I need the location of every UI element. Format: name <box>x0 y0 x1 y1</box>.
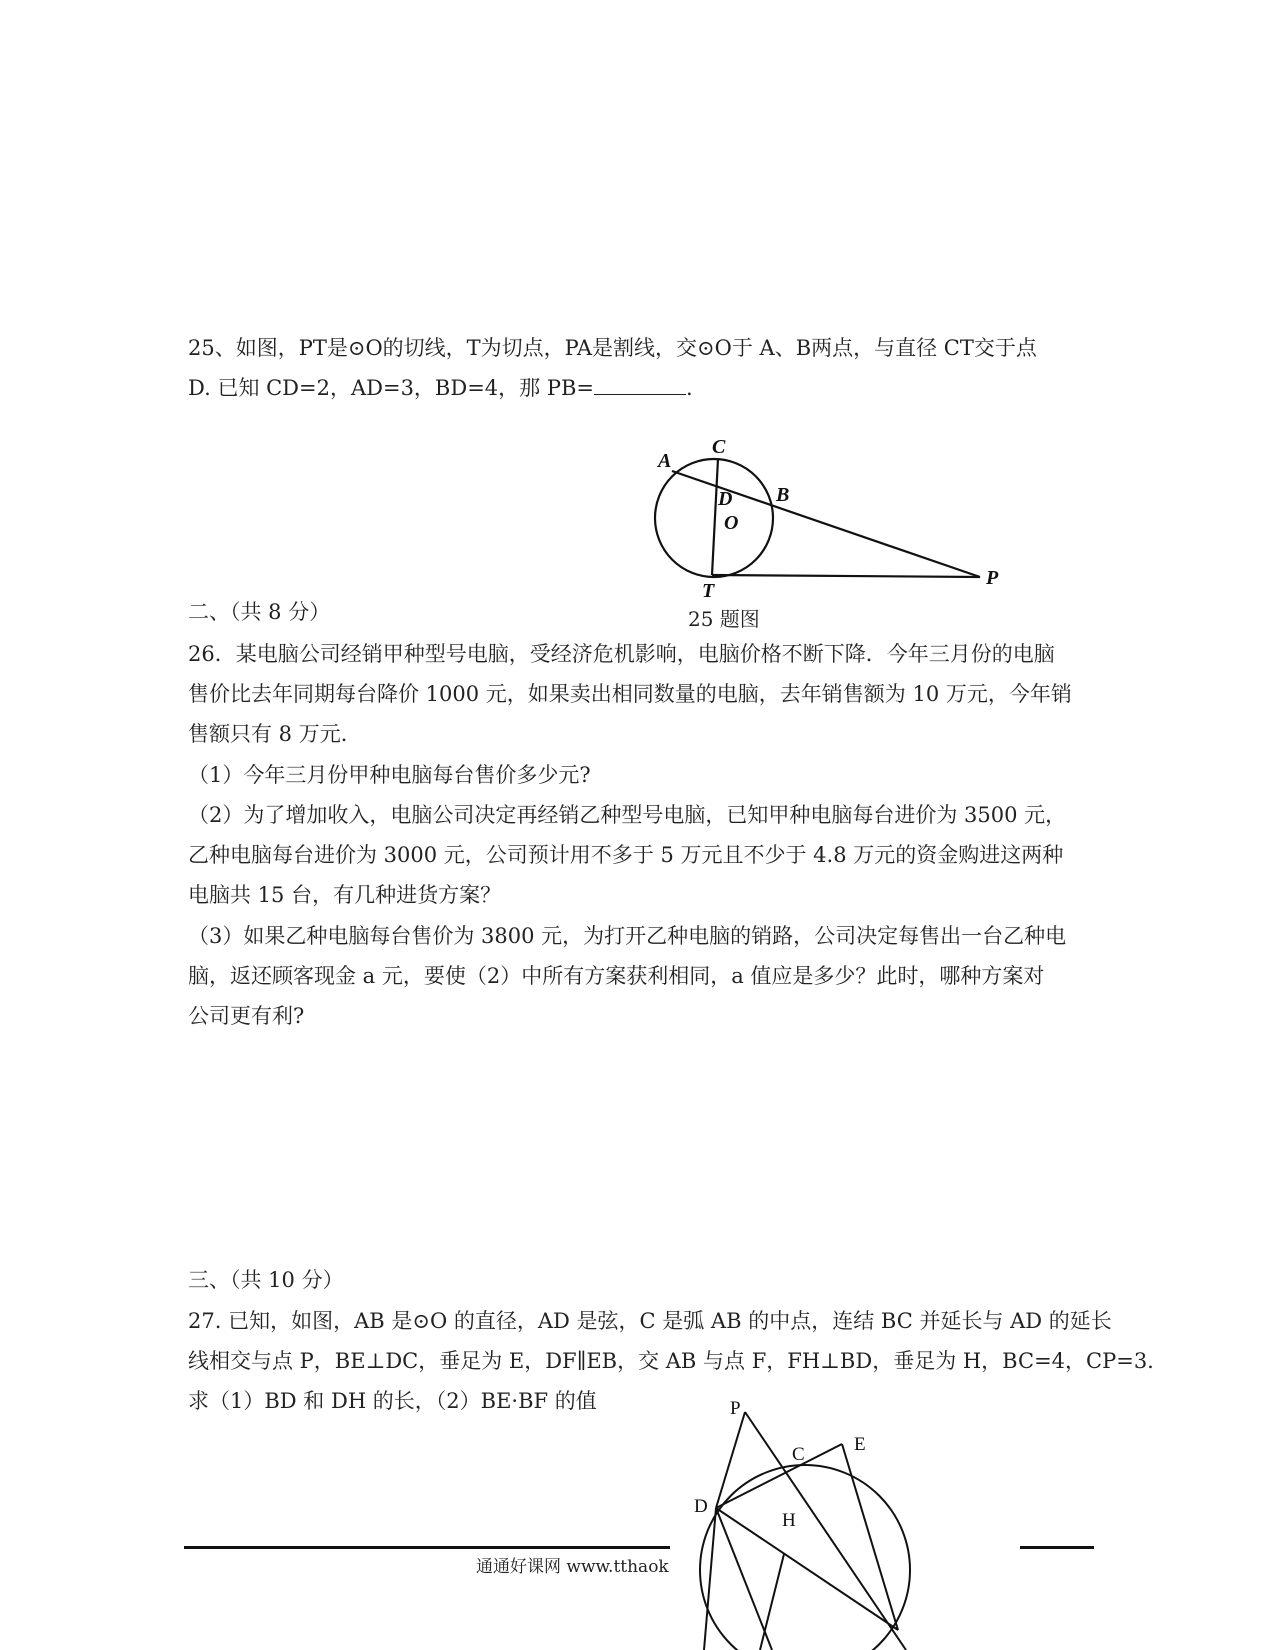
q25-line-2-end: . <box>686 376 693 400</box>
q26-line: （3）如果乙种电脑每台售价为 3800 元，为打开乙种电脑的销路，公司决定每售出一台乙种电 <box>188 924 1067 948</box>
line-de <box>716 1444 842 1508</box>
secant-pa <box>672 471 980 577</box>
q26-line: （1）今年三月份甲种电脑每台售价多少元? <box>188 763 591 787</box>
q27-line: 线相交与点 P，BE⊥DC，垂足为 E，DF∥EB，交 AB 与点 F，FH⊥BD，垂足为 H，BC=4，CP=3. <box>188 1349 1154 1373</box>
label-d: D <box>718 488 733 510</box>
q26-line: 脑，返还顾客现金 a 元，要使（2）中所有方案获利相同，a 值应是多少？此时，哪种方案对 <box>188 964 1045 988</box>
section-3-heading: 三、（共 10 分） <box>188 1268 344 1292</box>
label-t: T <box>702 580 715 602</box>
q26-line: 乙种电脑每台进价为 3000 元，公司预计用不多于 5 万元且不少于 4.8 万元的资金购进这两种 <box>188 843 1064 867</box>
label-p: P <box>986 567 999 589</box>
q26-line: 公司更有利? <box>188 1004 305 1028</box>
diameter-ct <box>712 459 718 575</box>
q25-line-1: 25、如图，PT是⊙O的切线，T为切点，PA是割线，交⊙O于 A、B两点，与直径 CT交于点 <box>188 336 1037 360</box>
q25-line-2-text: D. 已知 CD=2，AD=3，BD=4，那 PB= <box>188 376 594 400</box>
label-h-27: H <box>782 1510 796 1531</box>
label-a: A <box>658 450 672 472</box>
line-d-down <box>704 1508 716 1650</box>
q27-line: 求（1）BD 和 DH 的长，（2）BE·BF 的值 <box>188 1389 597 1413</box>
line-fh <box>760 1554 784 1650</box>
circle-o-27 <box>700 1465 910 1650</box>
label-p-27: P <box>730 1400 741 1419</box>
footer-text: 通通好课网 www.tthaok <box>476 1557 669 1577</box>
line-db <box>716 1508 898 1630</box>
q26-line: （2）为了增加收入，电脑公司决定再经销乙种型号电脑，已知甲种电脑每台进价为 3500 元， <box>188 803 1067 827</box>
figure-27 <box>680 1400 960 1650</box>
q26-line: 电脑共 15 台，有几种进货方案？ <box>188 883 502 907</box>
label-b: B <box>776 484 790 506</box>
line-df <box>716 1508 772 1650</box>
label-c-27: C <box>792 1444 805 1465</box>
tangent-pt <box>712 575 980 577</box>
figure-25 <box>640 425 1040 605</box>
line-eb <box>842 1444 898 1630</box>
label-e-27: E <box>854 1434 866 1455</box>
label-c: C <box>712 436 726 458</box>
line-pd <box>716 1412 745 1508</box>
figure-25-caption: 25 题图 <box>688 607 760 631</box>
section-2-heading: 二、（共 8 分） <box>188 600 331 624</box>
footer-rule-right <box>1020 1546 1094 1549</box>
answer-blank <box>594 374 686 395</box>
footer-rule-left <box>184 1546 670 1549</box>
q27-line: 27. 已知，如图，AB 是⊙O 的直径，AD 是弦，C 是弧 AB 的中点，连结 BC 并延长与 AD 的延长 <box>188 1309 1112 1333</box>
label-o: O <box>724 512 739 534</box>
q26-line: 售额只有 8 万元． <box>188 722 362 746</box>
q25-line-2 <box>188 374 693 402</box>
q26-line: 售价比去年同期每台降价 1000 元，如果卖出相同数量的电脑，去年销售额为 10 万元，今年销 <box>188 682 1072 706</box>
q26-line: 26．某电脑公司经销甲种型号电脑，受经济危机影响，电脑价格不断下降．今年三月份的电脑 <box>188 642 1055 666</box>
label-d-27: D <box>694 1496 708 1517</box>
